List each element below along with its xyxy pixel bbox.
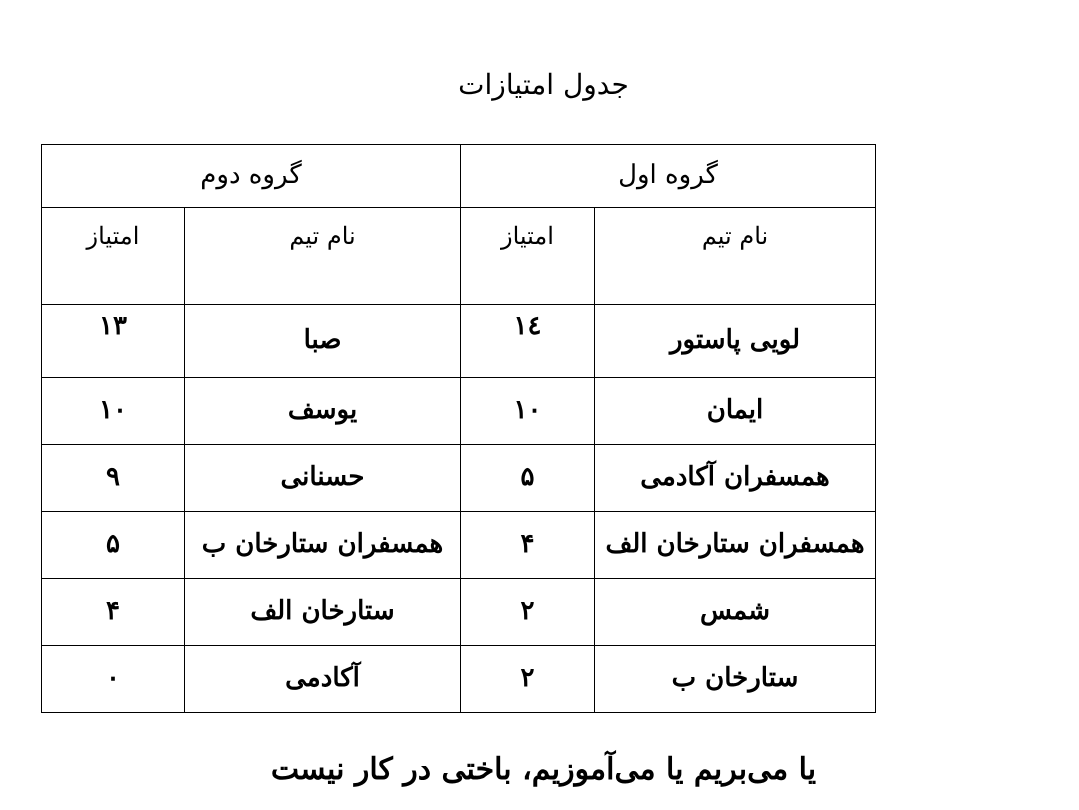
table-row	[42, 305, 876, 378]
group-one-team: همسفران ستارخان الف	[595, 512, 876, 579]
group-one-team-header: نام تیم	[595, 208, 876, 305]
page-title: جدول امتیازات	[458, 68, 629, 101]
group-two-score: ۱۰	[42, 378, 185, 445]
table-row	[42, 579, 876, 646]
group-two-score: ۵	[42, 512, 185, 579]
group-one-score: ۴	[461, 512, 595, 579]
group-two-score: ۰	[42, 646, 185, 713]
group-two-team: صبا	[185, 305, 461, 378]
table-row	[42, 445, 876, 512]
motto-text: یا می‌بریم یا می‌آموزیم، باختی در کار نیست	[270, 752, 817, 787]
group-header-row	[42, 145, 876, 208]
group-one-score: ۵	[461, 445, 595, 512]
group-one-score: ۲	[461, 646, 595, 713]
group-one-score: ۱٤	[461, 305, 595, 378]
group-one-team: شمس	[595, 579, 876, 646]
group-one-score: ۱۰	[461, 378, 595, 445]
group-two-team: حسنانی	[185, 445, 461, 512]
group-one-header: گروه اول	[461, 145, 876, 208]
group-two-score: ۹	[42, 445, 185, 512]
column-header-row	[42, 208, 876, 305]
table-row	[42, 378, 876, 445]
group-one-team: لویی پاستور	[595, 305, 876, 378]
group-two-team: ستارخان الف	[185, 579, 461, 646]
group-one-team: ایمان	[595, 378, 876, 445]
group-two-team: یوسف	[185, 378, 461, 445]
group-one-team: همسفران آکادمی	[595, 445, 876, 512]
group-two-score-header: امتیاز	[42, 208, 185, 305]
group-two-team: همسفران ستارخان ب	[185, 512, 461, 579]
group-two-score: ۴	[42, 579, 185, 646]
group-one-score: ۲	[461, 579, 595, 646]
table-row	[42, 646, 876, 713]
group-one-team: ستارخان ب	[595, 646, 876, 713]
group-two-score: ۱۳	[42, 305, 185, 378]
group-one-score-header: امتیاز	[461, 208, 595, 305]
standings-table	[41, 144, 876, 713]
group-two-team: آکادمی	[185, 646, 461, 713]
group-two-team-header: نام تیم	[185, 208, 461, 305]
table-row	[42, 512, 876, 579]
group-two-header: گروه دوم	[42, 145, 461, 208]
